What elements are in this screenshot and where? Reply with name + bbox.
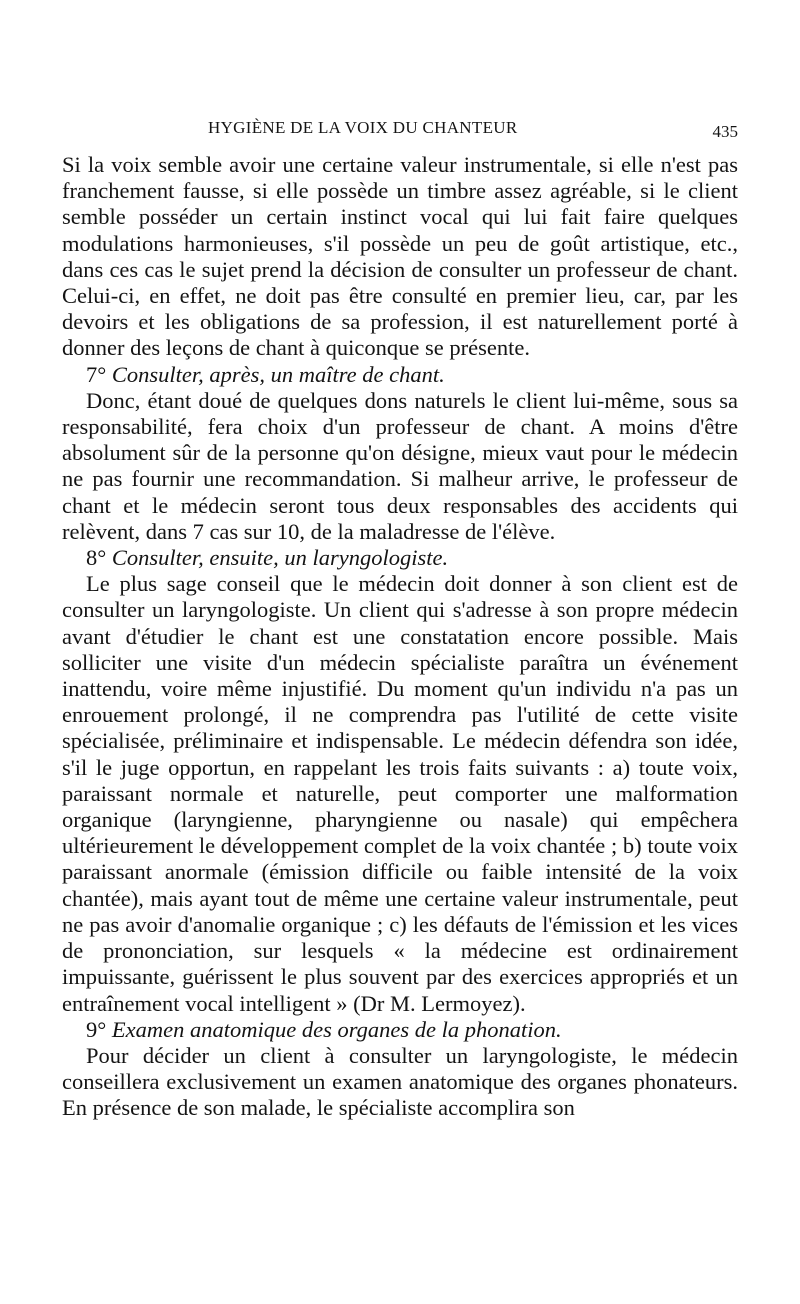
page-number: 435 — [712, 122, 738, 141]
paragraph-laryngologist: Le plus sage conseil que le médecin doit donner à son client est de consulter un laryngologiste. Un client qui s'adresse à son propre médecin avant d'étudier le chant est une constatation encore possible. Mais solliciter une visite d'un médecin spécialiste paraîtra un événement inattendu, voire même injustifié. Du moment qu'un individu n'a pas un enrouement prolongé, il ne comprendra pas l'utilité de cette visite spécialisée, préliminaire et indispensable. Le médecin défendra son idée, s'il le juge opportun, en rappelant les trois faits suivants : a) toute voix, paraissant normale et naturelle, peut comporter une malformation organique (laryngienne, pharyngienne ou nasale) qui empêchera ultérieurement le développement complet de la voix chantée ; b) toute voix paraissant anormale (émission difficile ou faible intensité de la voix chantée), mais ayant tout de même une certaine valeur instrumentale, peut ne pas avoir d'anomalie organique ; c) les défauts de l'émission et les vices de prononciation, sur lesquels « la médecine est ordinairement impuissante, guérissent le plus souvent par des exercices appropriés et un entraînement vocal intelligent » (Dr M. Lermoyez). — [62, 571, 738, 1016]
section-heading-9 — [62, 1017, 738, 1043]
running-head — [62, 118, 738, 152]
heading-title: Consulter, ensuite, un laryngologiste. — [111, 545, 449, 571]
section-heading-7 — [62, 362, 738, 388]
paragraph-choose-teacher: Donc, étant doué de quelques dons naturels le client lui-même, sous sa responsabilité, fera choix d'un professeur de chant. A moins d'être absolument sûr de la personne qu'on désigne, mieux vaut pour le médecin ne pas fournir une recommandation. Si malheur arrive, le professeur de chant et le médecin seront tous deux responsables des accidents qui relèvent, dans 7 cas sur 10, de la maladresse de l'élève. — [62, 387, 738, 544]
heading-number: 9° — [86, 1016, 107, 1042]
heading-number: 7° — [86, 361, 107, 387]
body-text — [62, 152, 738, 1122]
running-title: HYGIÈNE DE LA VOIX DU CHANTEUR — [208, 118, 518, 137]
paragraph-voice-value: Si la voix semble avoir une certaine valeur instrumentale, si elle n'est pas franchement fausse, si elle possède un timbre assez agréable, si le client semble posséder un certain instinct vocal qui lui fait faire quelques modulations harmonieuses, s'il possède un peu de goût artistique, etc., dans ces cas le sujet prend la décision de consulter un professeur de chant. Celui-ci, en effet, ne doit pas être consulté en premier lieu, car, par les devoirs et les obligations de sa profession, il est naturellement porté à donner des leçons de chant à quiconque se présente. — [62, 152, 738, 361]
section-heading-8 — [62, 545, 738, 571]
heading-title: Consulter, après, un maître de chant. — [111, 361, 445, 387]
heading-title: Examen anatomique des organes de la phonation. — [111, 1016, 562, 1042]
paragraph-anatomical-exam: Pour décider un client à consulter un laryngologiste, le médecin conseillera exclusivement un examen anatomique des organes phonateurs. En présence de son malade, le spécialiste accomplira son — [62, 1042, 738, 1121]
heading-number: 8° — [86, 545, 107, 571]
book-page — [62, 118, 738, 1122]
